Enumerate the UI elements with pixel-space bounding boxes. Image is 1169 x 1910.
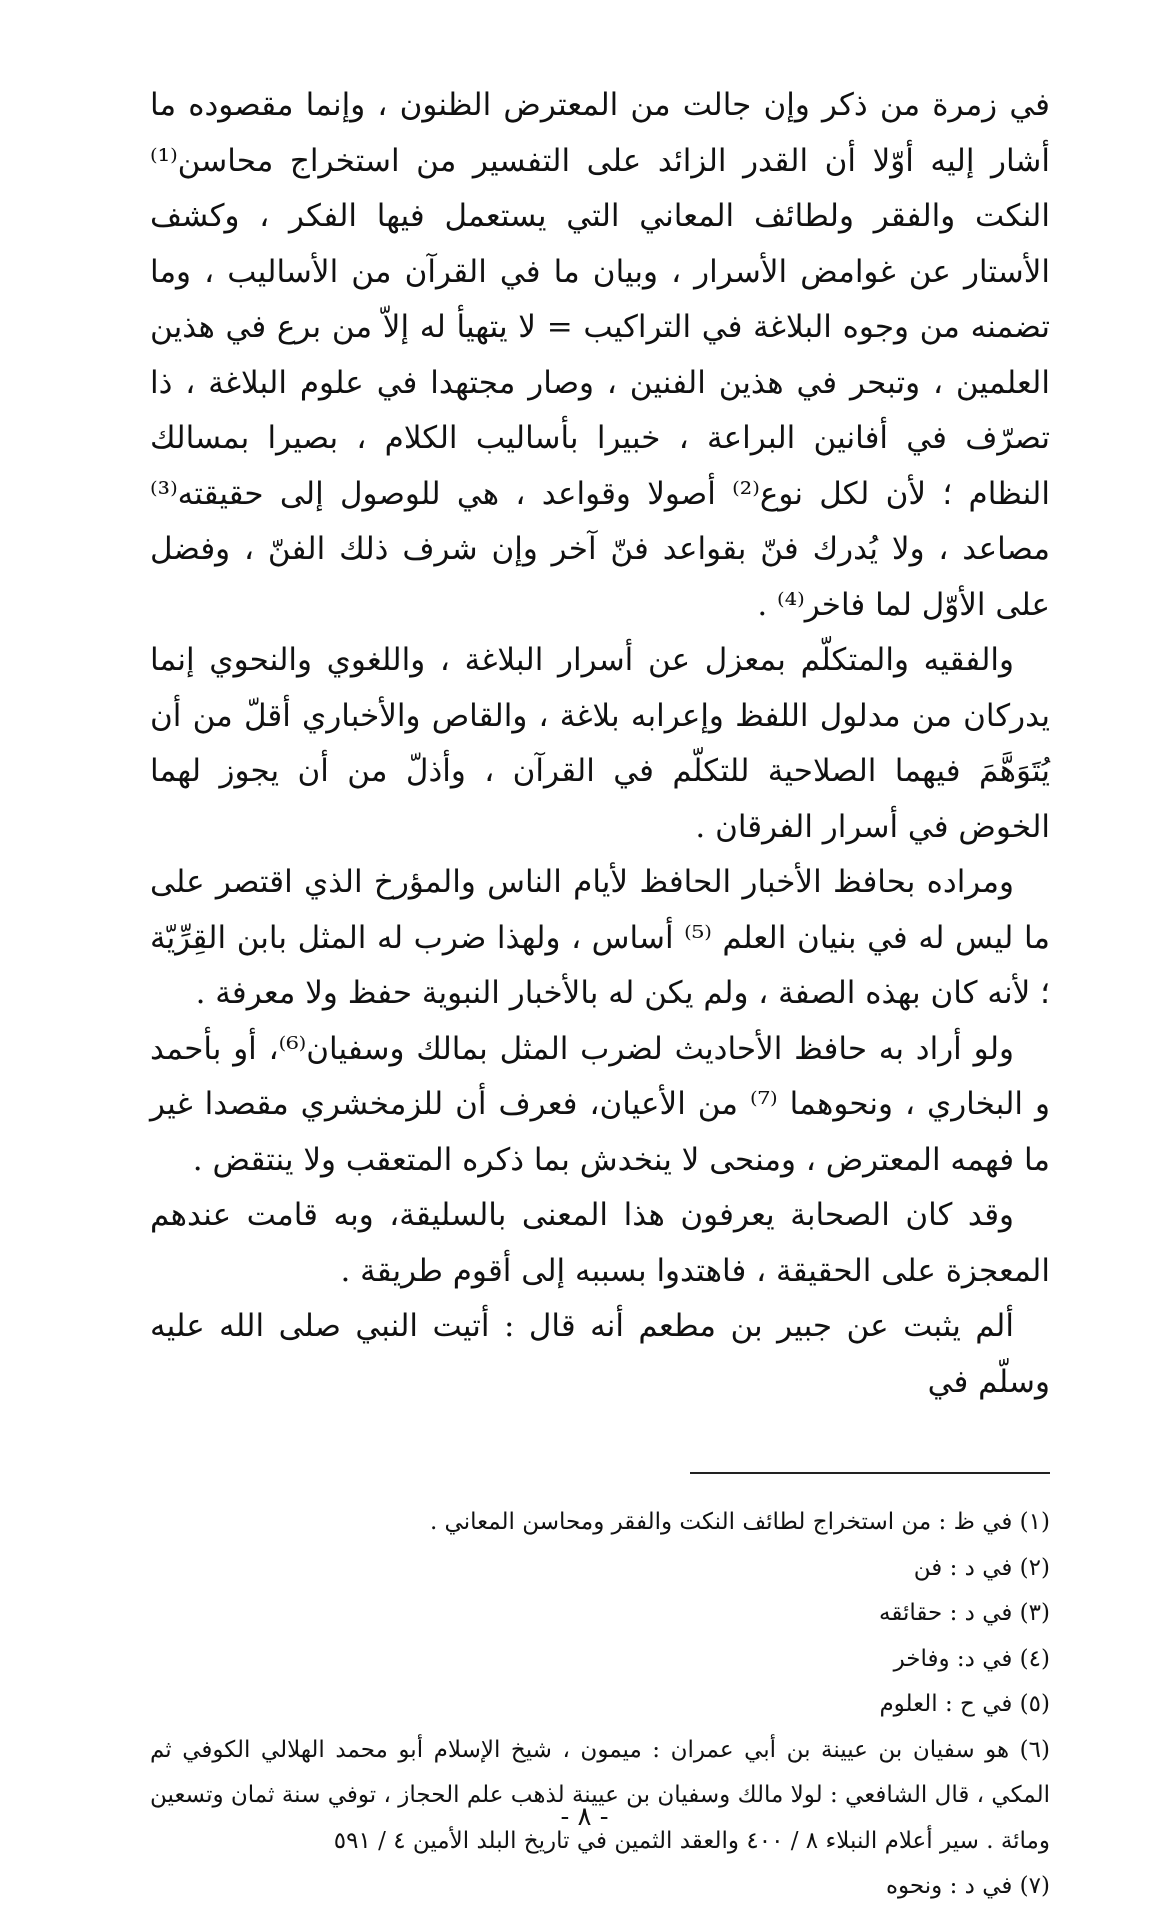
paragraph-3: ومراده بحافظ الأخبار الحافظ لأيام الناس والمؤرخ الذي اقتصر على ما ليس له في بنيان العلم ⁽⁵⁾ أساس ، ولهذا ضرب له المثل بابن القِرِّيّة ؛ لأنه كان بهذه الصفة ، ولم يكن له بالأخبار النبوية حفظ ولا معرفة . xyxy=(150,864,1050,1011)
footnote-6: (٦) هو سفيان بن عيينة بن أبي عمران : ميمون ، شيخ الإسلام أبو محمد الهلالي الكوفي ثم المكي ، قال الشافعي : لولا مالك وسفيان بن عيينة لذهب علم الحجاز ، توفي سنة ثمان وتسعين ومائة . سير أعلام النبلاء ٨ / ٤٠٠ والعقد الثمين في تاريخ البلد الأمين ٤ / ٥٩١ xyxy=(150,1736,1051,1854)
footnote-4: (٤) في د: وفاخر xyxy=(893,1645,1050,1672)
document-page xyxy=(150,78,1051,1899)
paragraph-5: وقد كان الصحابة يعرفون هذا المعنى بالسليقة، وبه قامت عندهم المعجزة على الحقيقة ، فاهتدوا بسببه إلى أقوم طريقة . xyxy=(150,1197,1050,1289)
paragraph-6: ألم يثبت عن جبير بن مطعم أنه قال : أتيت النبي صلى الله عليه وسلّم في xyxy=(150,1308,1050,1400)
paragraph-4: ولو أراد به حافظ الأحاديث لضرب المثل بمالك وسفيان⁽⁶⁾، أو بأحمد و البخاري ، ونحوهما ⁽⁷⁾ من الأعيان، فعرف أن للزمخشري مقصدا غير ما فهمه المعترض ، ومنحى لا ينخدش بما ذكره المتعقب ولا ينتقض . xyxy=(150,1030,1050,1178)
footnote-7: (٧) في د : ونحوه xyxy=(885,1873,1050,1899)
main-text xyxy=(150,78,1050,1410)
footnote-divider xyxy=(690,1472,1050,1474)
footnote-5: (٥) في ح : العلوم xyxy=(879,1691,1050,1717)
footnote-1: (١) في ظ : من استخراج لطائف النكت والفقر ومحاسن المعاني . xyxy=(429,1509,1050,1535)
page-number: - ٨ - xyxy=(560,1802,609,1832)
footnotes xyxy=(150,1500,1050,1910)
paragraph-1: في زمرة من ذكر وإن جالت من المعترض الظنون ، وإنما مقصوده ما أشار إليه أوّلا أن القدر الزائد على التفسير من استخراج محاسن⁽¹⁾ النكت والفقر ولطائف المعاني التي يستعمل فيها الفكر ، وكشف الأستار عن غوامض الأسرار ، وبيان ما في القرآن من الأساليب ، وما تضمنه من وجوه البلاغة في التراكيب = لا يتهيأ له إلاّ من برع في هذين العلمين ، وتبحر في هذين الفنين ، وصار مجتهدا في علوم البلاغة ، ذا تصرّف في أفانين البراعة ، خبيرا بأساليب الكلام ، بصيرا بمسالك النظام ؛ لأن لكل نوع⁽²⁾ أصولا وقواعد ، هي للوصول إلى حقيقته⁽³⁾ مصاعد ، ولا يُدرك فنّ بقواعد فنّ آخر وإن شرف ذلك الفنّ ، وفضل على الأوّل لما فاخر⁽⁴⁾ . xyxy=(150,87,1050,623)
paragraph-2: والفقيه والمتكلّم بمعزل عن أسرار البلاغة ، واللغوي والنحوي إنما يدركان من مدلول اللفظ وإعرابه بلاغة ، والقاص والأخباري أقلّ من أن يُتَوَهَّمَ فيهما الصلاحية للتكلّم في القرآن ، وأذلّ من أن يجوز لهما الخوض في أسرار الفرقان . xyxy=(150,642,1050,845)
footnote-3: (٣) في د : حقائقه xyxy=(879,1600,1050,1626)
footnote-2: (٢) في د : فن xyxy=(913,1554,1050,1581)
